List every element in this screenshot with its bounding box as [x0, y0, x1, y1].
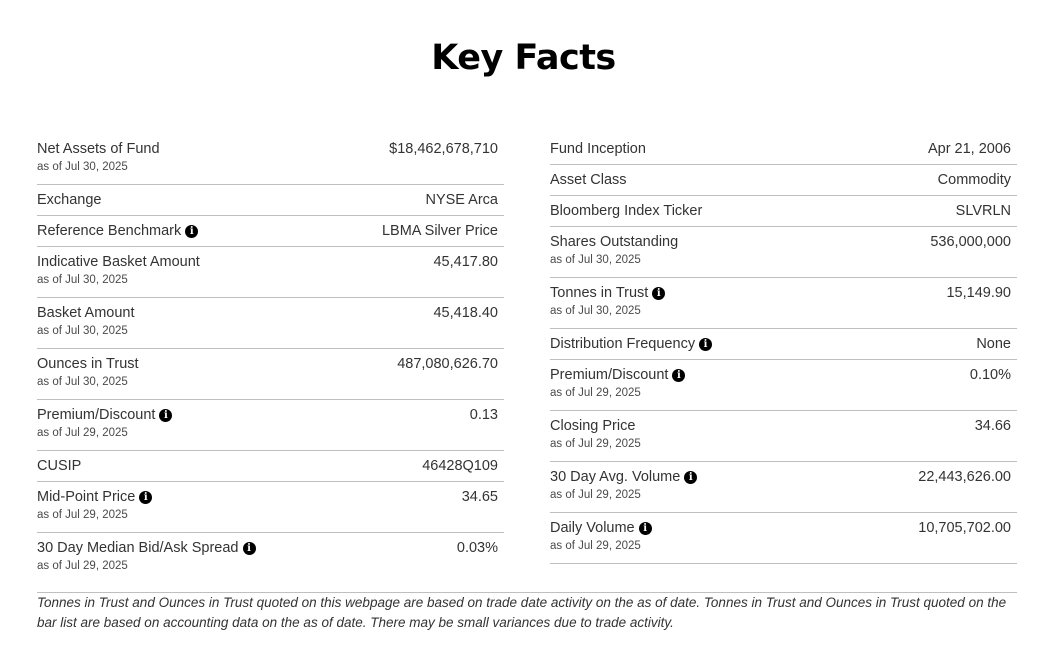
- fact-label: [37, 141, 160, 158]
- fact-label-text: Asset Class: [550, 172, 627, 188]
- fact-value: Apr 21, 2006: [927, 141, 1011, 157]
- fact-label: [37, 305, 135, 322]
- page-title: Key Facts: [431, 38, 616, 78]
- fact-row-closing-price: [550, 411, 1017, 462]
- fact-label-text: Premium/Discount: [37, 407, 156, 423]
- fact-label: [37, 254, 200, 271]
- fact-as-of-date: as of Jul 29, 2025: [37, 560, 128, 572]
- fact-row-shares-outstanding: [550, 227, 1017, 278]
- fact-label: [550, 234, 678, 251]
- fact-label-text: 30 Day Avg. Volume: [550, 469, 681, 485]
- fact-row-30-day-median-bid-ask-spread: [37, 533, 504, 583]
- fact-label-text: Basket Amount: [37, 305, 135, 321]
- fact-label: [550, 367, 685, 384]
- key-facts-left-column: [37, 134, 504, 583]
- fact-label: [550, 141, 646, 158]
- fact-label-group: [550, 172, 627, 189]
- fact-row-asset-class: [550, 165, 1017, 196]
- fact-value: 0.03%: [456, 540, 498, 556]
- fact-label-text: Tonnes in Trust: [550, 285, 649, 301]
- fact-label: [550, 520, 652, 537]
- fact-as-of-date: as of Jul 29, 2025: [37, 427, 128, 439]
- info-circle-icon[interactable]: i: [684, 471, 697, 484]
- fact-label: [550, 203, 702, 220]
- fact-row-basket-amount: [37, 298, 504, 349]
- fact-row-indicative-basket-amount: [37, 247, 504, 298]
- fact-value: 536,000,000: [930, 234, 1011, 250]
- fact-value: LBMA Silver Price: [381, 223, 498, 239]
- fact-label-group: [37, 489, 152, 522]
- fact-value: 34.66: [974, 418, 1011, 434]
- fact-value: 46428Q109: [422, 458, 498, 474]
- fact-value: 22,443,626.00: [918, 469, 1011, 485]
- fact-label-text: Fund Inception: [550, 141, 646, 157]
- fact-label-group: [550, 336, 712, 353]
- fact-label-text: Closing Price: [550, 418, 636, 434]
- fact-value: 487,080,626.70: [397, 356, 498, 372]
- fact-label-text: Ounces in Trust: [37, 356, 139, 372]
- fact-as-of-date: as of Jul 29, 2025: [550, 387, 641, 399]
- fact-label: [37, 223, 198, 240]
- fact-label: [550, 285, 665, 302]
- fact-as-of-date: as of Jul 29, 2025: [550, 540, 641, 552]
- fact-label-group: [37, 254, 200, 287]
- fact-as-of-date: as of Jul 30, 2025: [37, 325, 128, 337]
- fact-label-text: Distribution Frequency: [550, 336, 696, 352]
- info-circle-icon[interactable]: i: [185, 225, 198, 238]
- fact-value: SLVRLN: [955, 203, 1011, 219]
- info-circle-icon[interactable]: i: [639, 522, 652, 535]
- fact-as-of-date: as of Jul 30, 2025: [550, 305, 641, 317]
- fact-row-premium-discount: [550, 360, 1017, 411]
- info-circle-icon[interactable]: i: [699, 338, 712, 351]
- fact-row-exchange: [37, 185, 504, 216]
- fact-label-text: Exchange: [37, 192, 102, 208]
- fact-as-of-date: as of Jul 30, 2025: [37, 274, 128, 286]
- fact-row-bloomberg-index-ticker: [550, 196, 1017, 227]
- fact-label-group: [550, 469, 697, 502]
- key-facts-right-column: [550, 134, 1017, 564]
- fact-label-group: [37, 540, 256, 573]
- fact-value: 10,705,702.00: [918, 520, 1011, 536]
- info-circle-icon[interactable]: i: [652, 287, 665, 300]
- fact-label-text: Premium/Discount: [550, 367, 669, 383]
- fact-label-text: Mid-Point Price: [37, 489, 136, 505]
- fact-value: 45,417.80: [433, 254, 498, 270]
- info-circle-icon[interactable]: i: [159, 409, 172, 422]
- fact-as-of-date: as of Jul 29, 2025: [550, 438, 641, 450]
- fact-row-cusip: [37, 451, 504, 482]
- fact-label: [37, 407, 172, 424]
- fact-label-text: Shares Outstanding: [550, 234, 679, 250]
- info-circle-icon[interactable]: i: [672, 369, 685, 382]
- fact-label-group: [37, 356, 139, 389]
- fact-as-of-date: as of Jul 30, 2025: [37, 161, 128, 173]
- fact-as-of-date: as of Jul 29, 2025: [37, 509, 128, 521]
- fact-label-text: Bloomberg Index Ticker: [550, 203, 703, 219]
- fact-label: [37, 489, 152, 506]
- fact-label-group: [550, 520, 652, 553]
- fact-label-group: [550, 141, 646, 158]
- fact-label: [550, 336, 712, 353]
- fact-label-text: Net Assets of Fund: [37, 141, 160, 157]
- fact-label-group: [37, 192, 102, 209]
- fact-as-of-date: as of Jul 30, 2025: [37, 376, 128, 388]
- fact-label-group: [550, 203, 702, 220]
- fact-label-group: [37, 141, 160, 174]
- fact-row-mid-point-price: [37, 482, 504, 533]
- fact-label-group: [550, 234, 678, 267]
- footnote: Tonnes in Trust and Ounces in Trust quoted on this webpage are based on trade date activity on the as of date. Tonnes in Trust and Ounces in Trust quoted on the bar list are based on accounting data on the as of date. There may be small variances due to trade activity.: [37, 595, 1007, 630]
- fact-label-text: Daily Volume: [550, 520, 635, 536]
- info-circle-icon[interactable]: i: [243, 542, 256, 555]
- fact-as-of-date: as of Jul 29, 2025: [550, 489, 641, 501]
- fact-label-text: 30 Day Median Bid/Ask Spread: [37, 540, 239, 556]
- fact-row-premium-discount: [37, 400, 504, 451]
- fact-value: $18,462,678,710: [389, 141, 498, 157]
- fact-label: [550, 469, 697, 486]
- fact-value: None: [976, 336, 1011, 352]
- fact-row-30-day-avg-volume: [550, 462, 1017, 513]
- fact-row-net-assets-of-fund: [37, 134, 504, 185]
- fact-label-text: Reference Benchmark: [37, 223, 182, 239]
- fact-value: 45,418.40: [433, 305, 498, 321]
- fact-label-group: [37, 407, 172, 440]
- fact-label-text: Indicative Basket Amount: [37, 254, 200, 270]
- fact-label: [37, 356, 139, 373]
- fact-label: [550, 418, 641, 435]
- fact-value: Commodity: [937, 172, 1011, 188]
- fact-label: [550, 172, 627, 189]
- info-circle-icon[interactable]: i: [139, 491, 152, 504]
- fact-row-daily-volume: [550, 513, 1017, 564]
- fact-label: [37, 192, 102, 209]
- fact-row-fund-inception: [550, 134, 1017, 165]
- fact-value: 15,149.90: [946, 285, 1011, 301]
- fact-as-of-date: as of Jul 30, 2025: [550, 254, 641, 266]
- fact-label-group: [37, 305, 135, 338]
- fact-row-reference-benchmark: [37, 216, 504, 247]
- fact-label-group: [550, 285, 665, 318]
- fact-row-ounces-in-trust: [37, 349, 504, 400]
- fact-label-group: [550, 367, 685, 400]
- fact-label: [37, 540, 256, 557]
- fact-label: [37, 458, 81, 475]
- fact-label-group: [550, 418, 641, 451]
- fact-value: 34.65: [461, 489, 498, 505]
- fact-value: 0.10%: [969, 367, 1011, 383]
- fact-value: 0.13: [469, 407, 498, 423]
- fact-label-group: [37, 223, 198, 240]
- fact-value: NYSE Arca: [425, 192, 498, 208]
- fact-label-text: CUSIP: [37, 458, 82, 474]
- fact-row-tonnes-in-trust: [550, 278, 1017, 329]
- fact-row-distribution-frequency: [550, 329, 1017, 360]
- fact-label-group: [37, 458, 81, 475]
